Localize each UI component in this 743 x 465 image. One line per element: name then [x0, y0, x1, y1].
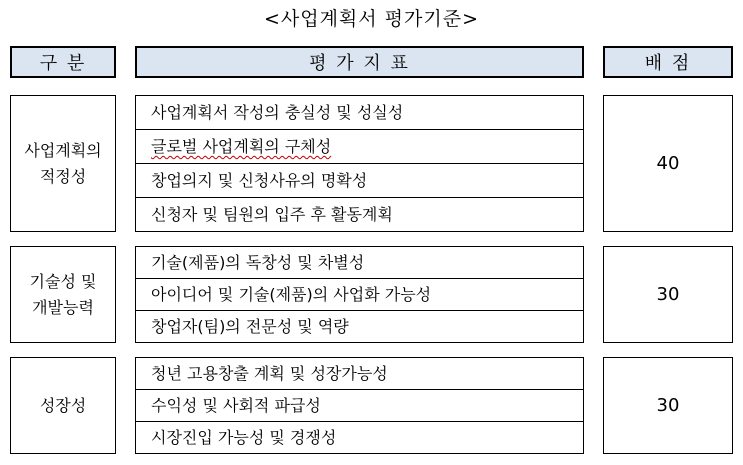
- score-cell: 30: [603, 357, 733, 454]
- category-label: 성장성: [39, 395, 87, 415]
- indicator-item: 수익성 및 사회적 파급성: [136, 390, 583, 422]
- category-label: 사업계획의 적정성: [24, 140, 102, 186]
- indicator-list: [135, 95, 584, 232]
- indicator-item: 시장진입 가능성 및 경쟁성: [151, 428, 337, 447]
- score-cell: 30: [603, 246, 733, 343]
- header-indicator: 평 가 지 표: [135, 46, 584, 78]
- indicator-item: 청년 고용창출 계획 및 성장가능성: [136, 358, 583, 390]
- header-category: 구 분: [10, 46, 116, 78]
- category-cell: [10, 95, 116, 232]
- indicator-item: 아이디어 및 기술(제품)의 사업화 가능성: [136, 279, 583, 311]
- indicator-item: 신청자 및 팀원의 입주 후 활동계획: [151, 205, 393, 224]
- indicator-list: [135, 357, 584, 454]
- header-score: 배 점: [603, 46, 733, 78]
- indicator-item: [136, 130, 583, 164]
- indicator-text: 글로벌 사업계획의 구체성: [151, 137, 332, 156]
- score-cell: 40: [603, 95, 733, 232]
- indicator-item: 창업자(팀)의 전문성 및 역량: [151, 317, 349, 336]
- indicator-list: [135, 246, 584, 343]
- category-label: 기술성 및 개발능력: [29, 271, 97, 317]
- indicator-item: 사업계획서 작성의 충실성 및 성실성: [136, 96, 583, 130]
- indicator-item: 창업의지 및 신청사유의 명확성: [136, 164, 583, 198]
- category-cell: [10, 357, 116, 454]
- category-cell: [10, 246, 116, 343]
- indicator-item: 기술(제품)의 독창성 및 차별성: [136, 247, 583, 279]
- page-title: <사업계획서 평가기준>: [263, 8, 480, 30]
